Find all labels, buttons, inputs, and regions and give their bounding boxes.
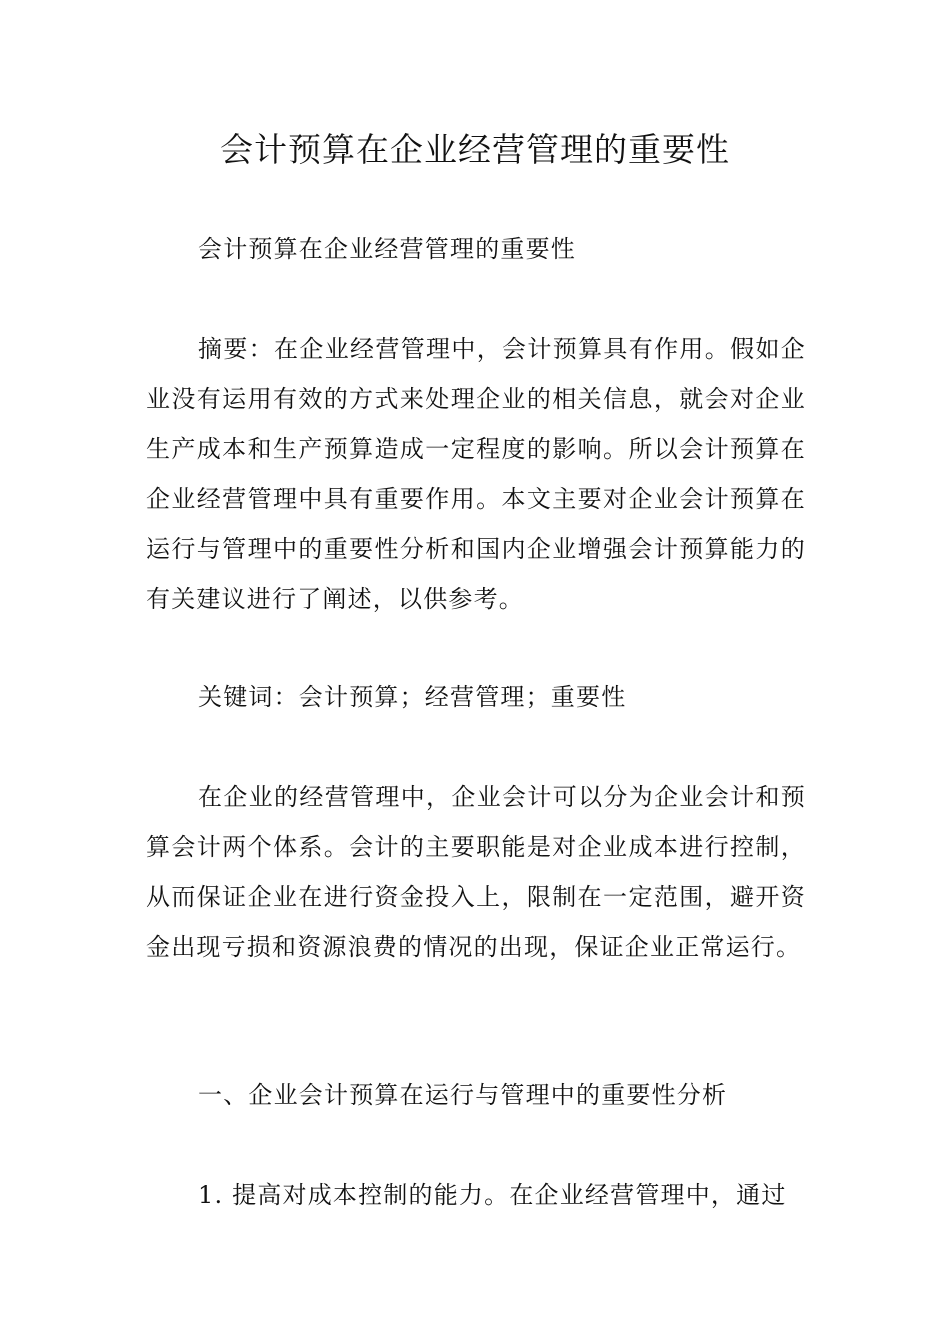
keywords-line: 关键词：会计预算；经营管理；重要性 (198, 683, 627, 711)
section-heading: 一、企业会计预算在运行与管理中的重要性分析 (198, 1081, 728, 1109)
intro-paragraph: 在企业的经营管理中，企业会计可以分为企业会计和预算会计两个体系。会计的主要职能是对企业成本进行控制，从而保证企业在进行资金投入上，限制在一定范围，避开资金出现亏损和资源浪费的情况的出现，保证企业正常运行。 (146, 783, 806, 961)
abstract-paragraph: 摘要：在企业经营管理中，会计预算具有作用。假如企业没有运用有效的方式来处理企业的相关信息，就会对企业生产成本和生产预算造成一定程度的影响。所以会计预算在企业经营管理中具有重要作用。本文主要对企业会计预算在运行与管理中的重要性分析和国内企业增强会计预算能力的有关建议进行了阐述，以供参考。 (146, 335, 806, 613)
point-1-paragraph: 1. 提高对成本控制的能力。在企业经营管理中，通过 (198, 1181, 787, 1209)
document-title: 会计预算在企业经营管理的重要性 (220, 130, 730, 169)
document-subtitle: 会计预算在企业经营管理的重要性 (198, 235, 576, 263)
